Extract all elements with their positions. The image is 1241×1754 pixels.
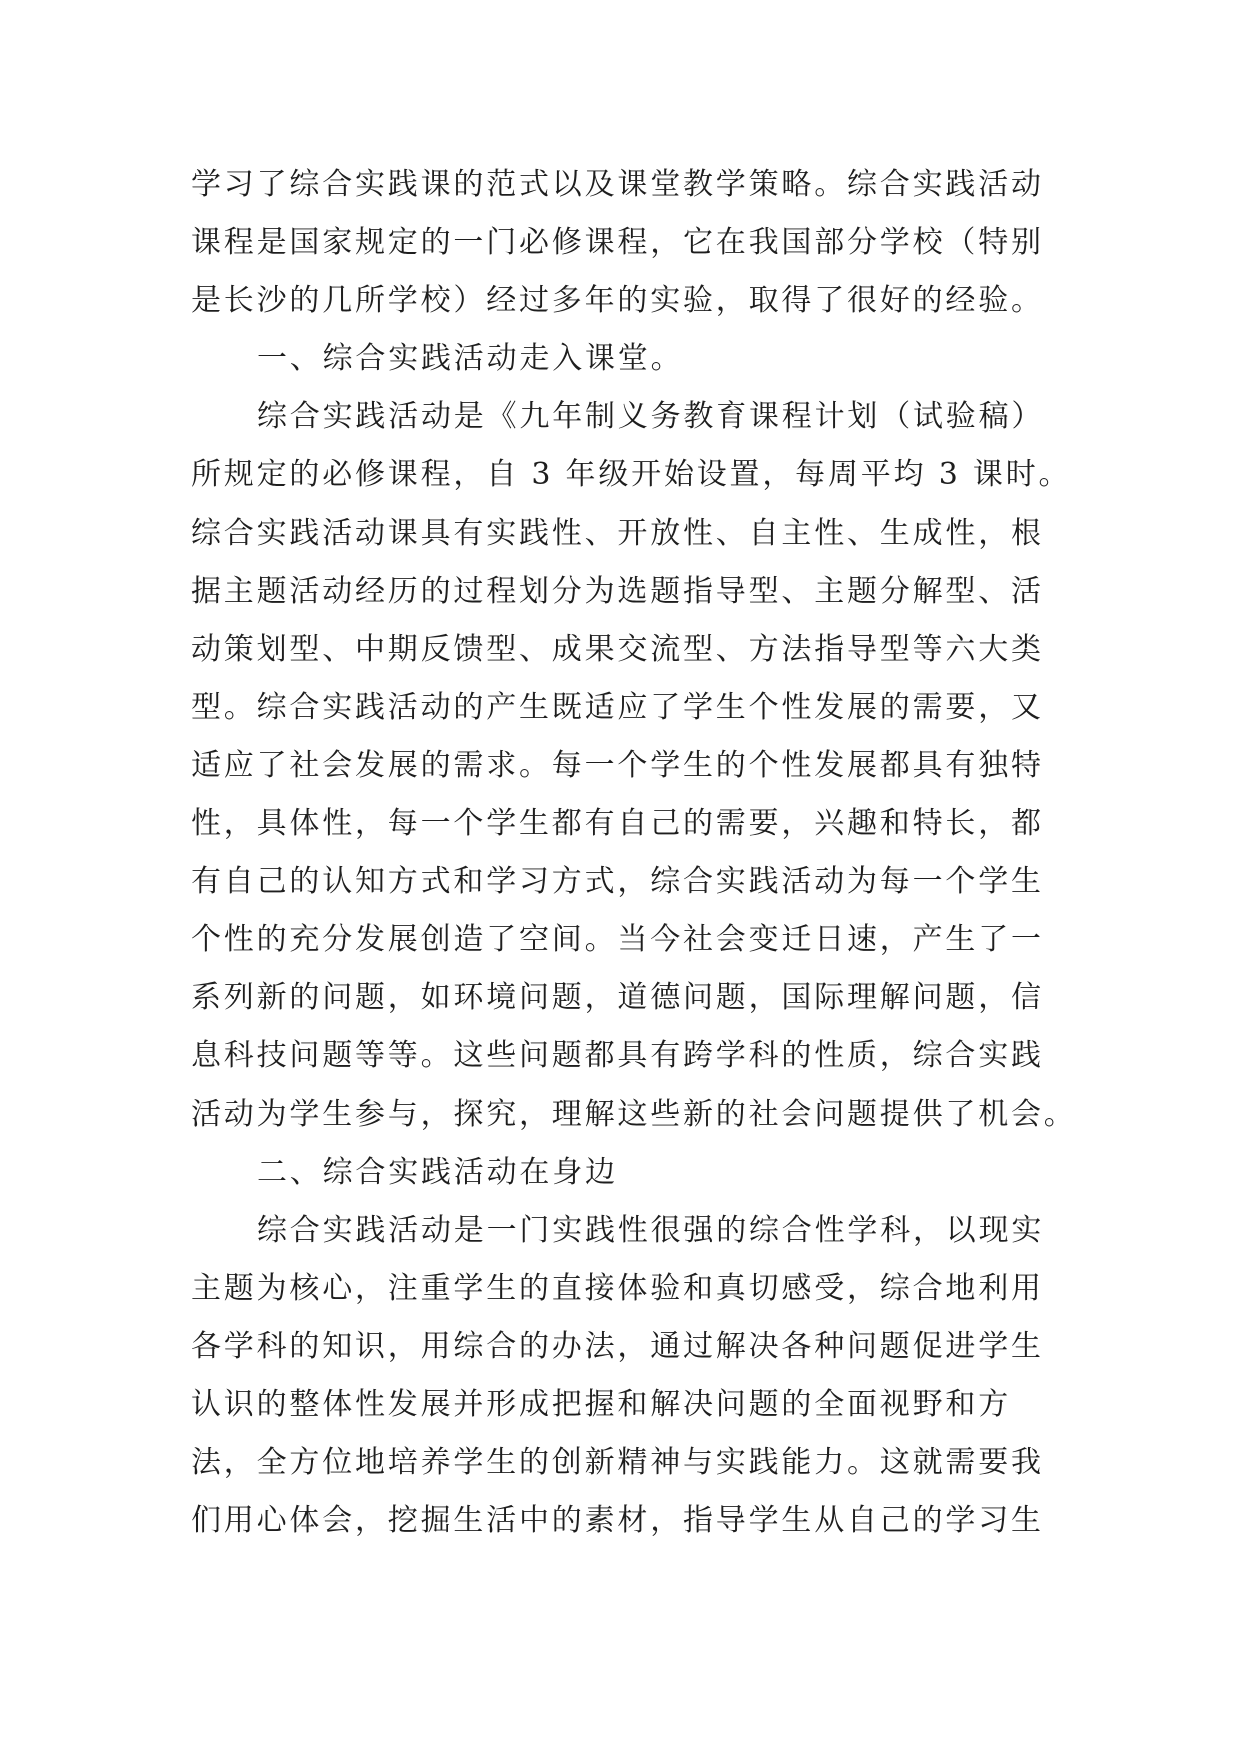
text-line: 系列新的问题，如环境问题，道德问题，国际理解问题，信	[191, 980, 1044, 1016]
text-line: 们用心体会，挖掘生活中的素材，指导学生从自己的学习生	[191, 1503, 1044, 1539]
text-line: 综合实践活动是《九年制义务教育课程计划（试验稿）	[257, 399, 1045, 435]
text-line: 是长沙的几所学校）经过多年的实验，取得了很好的经验。	[191, 283, 1044, 319]
text-line: 各学科的知识，用综合的办法，通过解决各种问题促进学生	[191, 1328, 1044, 1364]
text-line: 综合实践活动课具有实践性、开放性、自主性、生成性，根	[191, 515, 1044, 551]
body-text	[191, 156, 1077, 1550]
text-line: 法，全方位地培养学生的创新精神与实践能力。这就需要我	[191, 1445, 1044, 1481]
text-line: 性，具体性，每一个学生都有自己的需要，兴趣和特长，都	[191, 806, 1044, 842]
text-line: 息科技问题等等。这些问题都具有跨学科的性质，综合实践	[191, 1038, 1044, 1074]
text-line: 有自己的认知方式和学习方式，综合实践活动为每一个学生	[191, 864, 1044, 900]
text-line: 个性的充分发展创造了空间。当今社会变迁日速，产生了一	[191, 922, 1044, 958]
section-heading-2: 二、综合实践活动在身边	[257, 1154, 618, 1190]
text-line: 认识的整体性发展并形成把握和解决问题的全面视野和方	[191, 1386, 1011, 1422]
text-line: 据主题活动经历的过程划分为选题指导型、主题分解型、活	[191, 573, 1044, 609]
text-line: 学习了综合实践课的范式以及课堂教学策略。综合实践活动	[191, 167, 1044, 202]
text-line: 适应了社会发展的需求。每一个学生的个性发展都具有独特	[191, 747, 1044, 783]
text-line: 课程是国家规定的一门必修课程，它在我国部分学校（特别	[191, 225, 1044, 261]
text-line: 型。综合实践活动的产生既适应了学生个性发展的需要，又	[191, 689, 1044, 725]
text-line: 活动为学生参与，探究，理解这些新的社会问题提供了机会。	[191, 1096, 1077, 1132]
text-line: 综合实践活动是一门实践性很强的综合性学科，以现实	[257, 1212, 1045, 1248]
text-line: 主题为核心，注重学生的直接体验和真切感受，综合地利用	[191, 1270, 1044, 1306]
text-line: 所规定的必修课程，自 3 年级开始设置，每周平均 3 课时。	[191, 457, 1072, 493]
section-heading-1: 一、综合实践活动走入课堂。	[257, 341, 684, 377]
text-line: 动策划型、中期反馈型、成果交流型、方法指导型等六大类	[191, 631, 1044, 667]
